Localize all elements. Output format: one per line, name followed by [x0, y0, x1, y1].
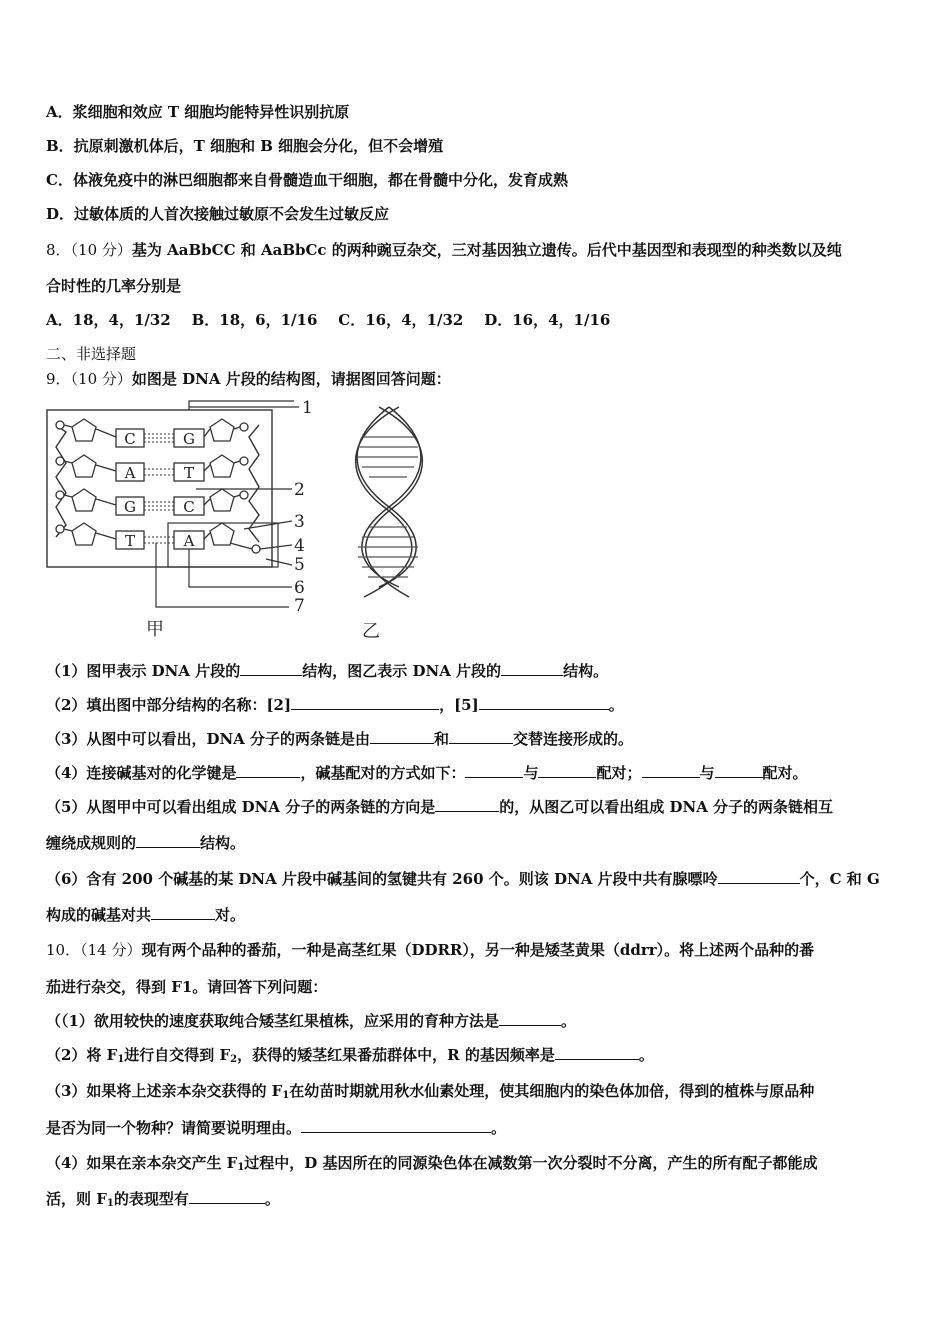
q10-sub1-text-b: 。: [560, 1012, 576, 1030]
subscript: 1: [282, 1090, 290, 1101]
hydrogen-bonds: [144, 434, 174, 543]
q10-sub2-text-c: ，获得的矮茎红果番茄群体中，R 的基因频率是: [237, 1046, 555, 1064]
blank[interactable]: [136, 833, 200, 848]
label-jia: 甲: [146, 619, 164, 640]
blank[interactable]: [370, 729, 434, 744]
q8-stem-line1: [46, 240, 906, 260]
callout-6: 6: [294, 578, 305, 598]
q9-sub5-line1: [46, 797, 906, 817]
q9-sub5-text-b: 的，从图乙可以看出组成 DNA 分子的两条链相互: [499, 798, 834, 816]
q10-sub4-line2: [46, 1189, 906, 1214]
left-base-2: A: [124, 464, 136, 482]
callout-4: 4: [294, 536, 305, 556]
left-base-3: G: [124, 498, 136, 516]
q9-sub6-text-c: 构成的碱基对共: [46, 906, 152, 924]
double-helix: [356, 407, 423, 597]
q10-stem-text: 现有两个品种的番茄，一种是高茎红果（DDRR），另一种是矮茎黄果（ddrr）。将上述两个品种的番: [141, 941, 815, 959]
q10-sub2: [46, 1045, 906, 1070]
q9-sub6-line1: [46, 869, 906, 889]
blank[interactable]: [555, 1045, 639, 1060]
callout-1: 1: [302, 398, 313, 418]
q9-sub6-line2: [46, 905, 906, 925]
q10-sub4-text-d: 的表现型有: [113, 1190, 189, 1208]
blank[interactable]: [151, 905, 215, 920]
blank[interactable]: [449, 729, 513, 744]
q9-sub1-text-c: 结构。: [563, 662, 609, 680]
q10-sub3-line2: [46, 1118, 906, 1138]
q9-stem-text: 如图是 DNA 片段的结构图，请据图回答问题：: [131, 370, 451, 388]
q7-option-d: D．过敏体质的人首次接触过敏原不会发生过敏反应: [46, 205, 390, 223]
blank[interactable]: [435, 797, 499, 812]
left-base-4: T: [124, 532, 136, 550]
q10-sub3-line1: [46, 1081, 906, 1106]
blank[interactable]: [718, 869, 800, 884]
blank[interactable]: [501, 661, 563, 676]
blank[interactable]: [301, 1118, 491, 1133]
q8-options: A．18，4，1/32 B．18，6，1/16 C．16，4，1/32 D．16，4，1/16: [46, 311, 611, 329]
q9-sub5-line2: [46, 833, 906, 853]
q7-option-b: B．抗原刺激机体后，T 细胞和 B 细胞会分化，但不会增殖: [46, 137, 444, 155]
right-base-3: C: [183, 498, 195, 516]
right-base-1: G: [183, 430, 195, 448]
q10-sub3-text-b: 在幼苗时期就用秋水仙素处理，使其细胞内的染色体加倍，得到的植株与原品种: [289, 1082, 815, 1100]
q9-sub2-text-c: 。: [608, 696, 624, 714]
q10-sub3-text-d: 。: [491, 1119, 507, 1137]
label-yi: 乙: [362, 621, 380, 642]
blank[interactable]: [715, 763, 763, 778]
q9-number: 9．（10 分）: [46, 370, 132, 388]
callout-7: 7: [294, 596, 305, 616]
q9-sub4-text-e: 与: [699, 764, 715, 782]
q9-sub1: [46, 661, 906, 681]
q9-sub4-text-b: ，碱基配对的方式如下：: [300, 764, 466, 782]
blank[interactable]: [538, 763, 596, 778]
q10-number: 10．（14 分）: [46, 941, 142, 959]
blank[interactable]: [236, 763, 300, 778]
blank[interactable]: [642, 763, 700, 778]
left-base-1: C: [124, 430, 136, 448]
q10-sub4-text-e: 。: [264, 1190, 280, 1208]
callout-3: 3: [294, 512, 305, 532]
q10-stem-line1: [46, 940, 906, 960]
q10-sub4-line1: [46, 1153, 906, 1178]
q9-sub2: [46, 695, 906, 715]
q9-sub4-text-d: 配对；: [596, 764, 642, 782]
dna-structure-diagram: [44, 397, 424, 647]
callout-5: 5: [294, 555, 305, 575]
blank[interactable]: [189, 1189, 265, 1204]
q8-stem-line2: 合时性的几率分别是: [46, 277, 182, 295]
q9-sub5-text-c: 缠绕成规则的: [46, 834, 137, 852]
q9-sub2-text-a: （2）填出图中部分结构的名称：[2]: [46, 696, 292, 714]
q9-stem: [46, 369, 906, 389]
callout-2: 2: [294, 480, 305, 500]
blank[interactable]: [240, 661, 302, 676]
q10-sub4-text-c: 活，则 F: [46, 1190, 107, 1208]
blank[interactable]: [499, 1011, 561, 1026]
q10-sub2-text-a: （2）将 F: [46, 1046, 118, 1064]
q9-sub5-text-d: 结构。: [200, 834, 246, 852]
q10-stem-line2: 茄进行杂交，得到 F1。请回答下列问题：: [46, 978, 328, 996]
blank[interactable]: [479, 695, 609, 710]
right-base-2: T: [183, 464, 195, 482]
q9-sub1-text-a: （1）图甲表示 DNA 片段的: [46, 662, 241, 680]
q9-sub3-text-b: 和: [434, 730, 450, 748]
q9-sub5-text-a: （5）从图甲中可以看出组成 DNA 分子的两条链的方向是: [46, 798, 436, 816]
q9-sub3: [46, 729, 906, 749]
q9-sub6-text-b: 个，C 和 G: [799, 870, 880, 888]
right-base-4: A: [183, 532, 195, 550]
q9-sub4-text-a: （4）连接碱基对的化学键是: [46, 764, 237, 782]
subscript: 1: [237, 1162, 245, 1173]
q7-option-a: A．浆细胞和效应 T 细胞均能特异性识别抗原: [46, 103, 350, 121]
q9-sub2-text-b: ，[5]: [439, 696, 479, 714]
q8-stem-text: 基为 AaBbCC 和 AaBbCc 的两种豌豆杂交，三对基因独立遗传。后代中基因型和表现型的种类数以及纯: [131, 241, 842, 259]
blank[interactable]: [291, 695, 439, 710]
q10-sub4-text-a: （4）如果在亲本杂交产生 F: [46, 1154, 238, 1172]
q9-sub3-text-a: （3）从图中可以看出，DNA 分子的两条链是由: [46, 730, 371, 748]
q10-sub3-text-a: （3）如果将上述亲本杂交获得的 F: [46, 1082, 283, 1100]
q10-sub3-text-c: 是否为同一个物种？请简要说明理由。: [46, 1119, 302, 1137]
q9-sub6-text-d: 对。: [215, 906, 246, 924]
q10-sub1-text-a: （（1）欲用较快的速度获取纯合矮茎红果植株，应采用的育种方法是: [46, 1012, 499, 1030]
q9-sub3-text-c: 交替连接形成的。: [513, 730, 634, 748]
q9-sub1-text-b: 结构，图乙表示 DNA 片段的: [302, 662, 502, 680]
section2-title: 二、非选择题: [46, 345, 137, 363]
q9-sub4: [46, 763, 906, 783]
q9-sub4-text-f: 配对。: [762, 764, 808, 782]
blank[interactable]: [465, 763, 523, 778]
q9-sub6-text-a: （6）含有 200 个碱基的某 DNA 片段中碱基间的氢键共有 260 个。则该 DNA 片段中共有腺嘌呤: [46, 870, 718, 888]
q10-sub2-text-b: 进行自交得到 F: [124, 1046, 231, 1064]
q9-sub4-text-c: 与: [523, 764, 539, 782]
q10-sub1: [46, 1011, 906, 1031]
q7-option-c: C．体液免疫中的淋巴细胞都来自骨髓造血干细胞，都在骨髓中分化，发育成熟: [46, 171, 568, 189]
q10-sub2-text-d: 。: [638, 1046, 654, 1064]
subscript: 1: [106, 1198, 114, 1209]
subscript: 2: [230, 1054, 238, 1065]
subscript: 1: [117, 1054, 125, 1065]
q10-sub4-text-b: 过程中，D 基因所在的同源染色体在减数第一次分裂时不分离，产生的所有配子都能成: [244, 1154, 818, 1172]
q8-number: 8．（10 分）: [46, 241, 132, 259]
